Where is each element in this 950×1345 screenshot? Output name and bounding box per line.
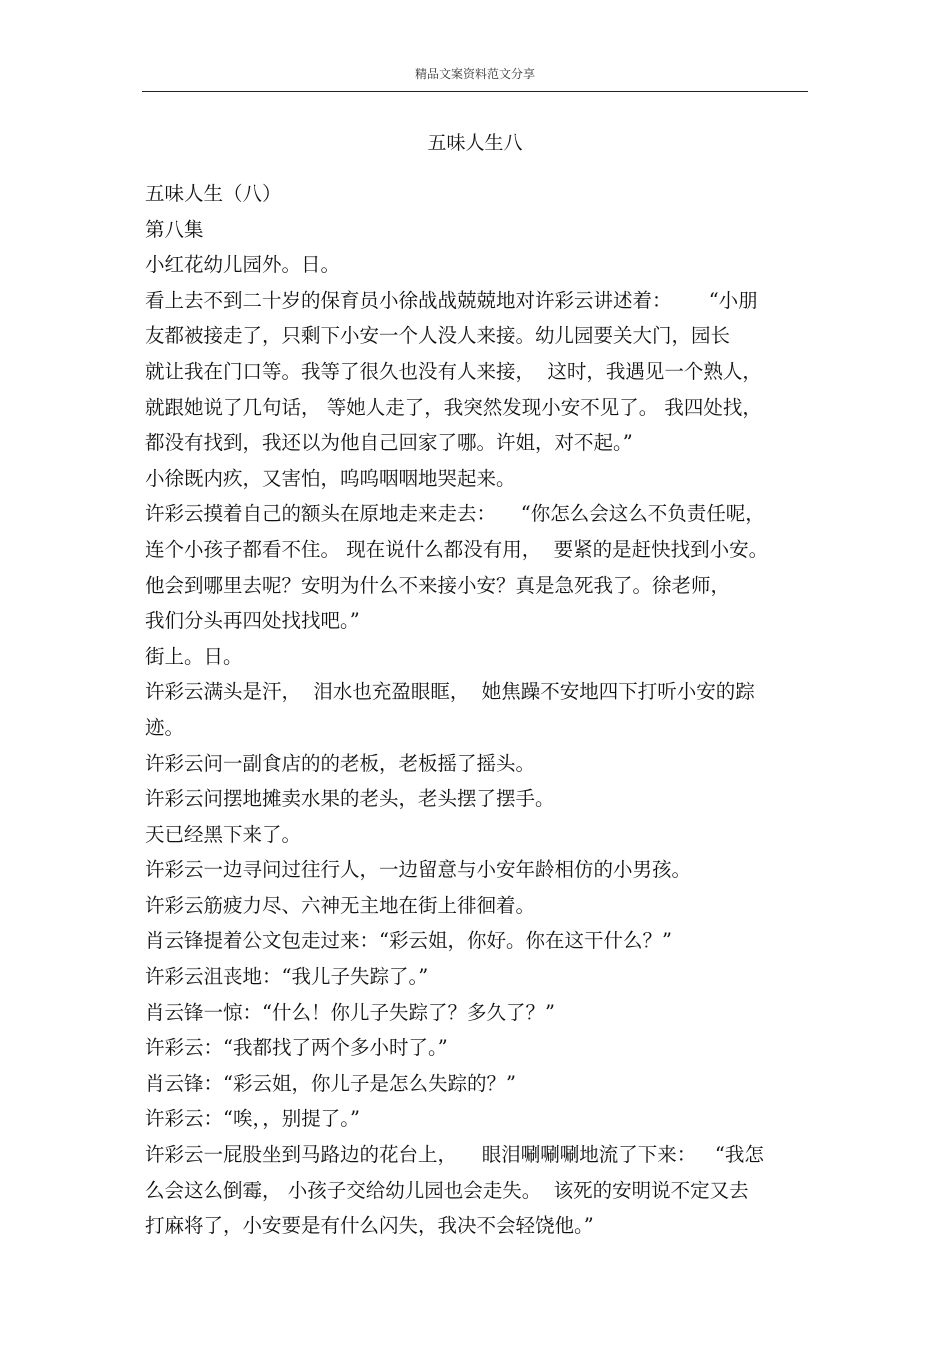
text-line: 小徐既内疚，又害怕，呜呜咽咽地哭起来。 [145, 466, 516, 490]
text-line: 看上去不到二十岁的保育员小徐战战兢兢地对许彩云讲述着： “小朋 [145, 288, 758, 312]
text-line: 打麻将了，小安要是有什么闪失，我决不会轻饶他。” [145, 1214, 594, 1238]
text-line: 许彩云满头是汗， 泪水也充盈眼眶， 她焦躁不安地四下打听小安的踪 [145, 680, 755, 704]
text-line: 许彩云一边寻问过往行人，一边留意与小安年龄相仿的小男孩。 [145, 858, 692, 882]
text-line: 街上。日。 [145, 644, 243, 668]
text-line: 就跟她说了几句话， 等她人走了，我突然发现小安不见了。 我四处找， [145, 395, 762, 419]
document-body [145, 176, 813, 1244]
text-line: 许彩云一屁股坐到马路边的花台上， 眼泪唰唰唰地流了下来： “我怎 [145, 1143, 764, 1167]
header-divider [142, 91, 808, 92]
text-line: 天已经黑下来了。 [145, 822, 302, 846]
text-line: 许彩云问一副食店的的老板，老板摇了摇头。 [145, 751, 536, 775]
text-line: 许彩云沮丧地：“我儿子失踪了。” [145, 965, 429, 989]
text-line: 么会这么倒霉， 小孩子交给幼儿园也会走失。 该死的安明说不定又去 [145, 1178, 749, 1202]
text-line: 迹。 [145, 715, 185, 739]
text-line: 许彩云筋疲力尽、六神无主地在街上徘徊着。 [145, 893, 536, 917]
text-line: 肖云锋一惊：“什么！你儿子失踪了？多久了？” [145, 1000, 555, 1024]
text-line: 小红花幼儿园外。日。 [145, 253, 341, 277]
document-title: 五味人生八 [427, 132, 523, 154]
text-line: 都没有找到，我还以为他自己回家了哪。许姐，对不起。” [145, 431, 633, 455]
text-line: 他会到哪里去呢？安明为什么不来接小安？真是急死我了。徐老师， [145, 573, 731, 597]
running-header: 精品文案资料范文分享 [414, 67, 535, 81]
text-line: 五味人生（八） [145, 182, 282, 205]
text-line: 友都被接走了，只剩下小安一个人没人来接。幼儿园要关大门，园长 [145, 324, 731, 348]
text-line: 第八集 [145, 217, 204, 241]
text-line: 许彩云：“我都找了两个多小时了。” [145, 1036, 448, 1060]
text-line: 我们分头再四处找找吧。” [145, 609, 360, 633]
text-line: 连个小孩子都看不住。 现在说什么都没有用， 要紧的是赶快找到小安。 [145, 537, 769, 561]
text-line: 肖云锋：“彩云姐，你儿子是怎么失踪的？” [145, 1071, 516, 1095]
text-line: 许彩云：“唉，，别提了。” [145, 1107, 360, 1131]
text-line: 肖云锋提着公文包走过来：“彩云姐，你好。你在这干什么？” [145, 929, 672, 953]
text-line: 许彩云摸着自己的额头在原地走来走去： “你怎么会这么不负责任呢， [145, 502, 765, 526]
text-line: 就让我在门口等。我等了很久也没有人来接， 这时，我遇见一个熟人， [145, 359, 762, 383]
text-line: 许彩云问摆地摊卖水果的老头，老头摆了摆手。 [145, 787, 555, 811]
